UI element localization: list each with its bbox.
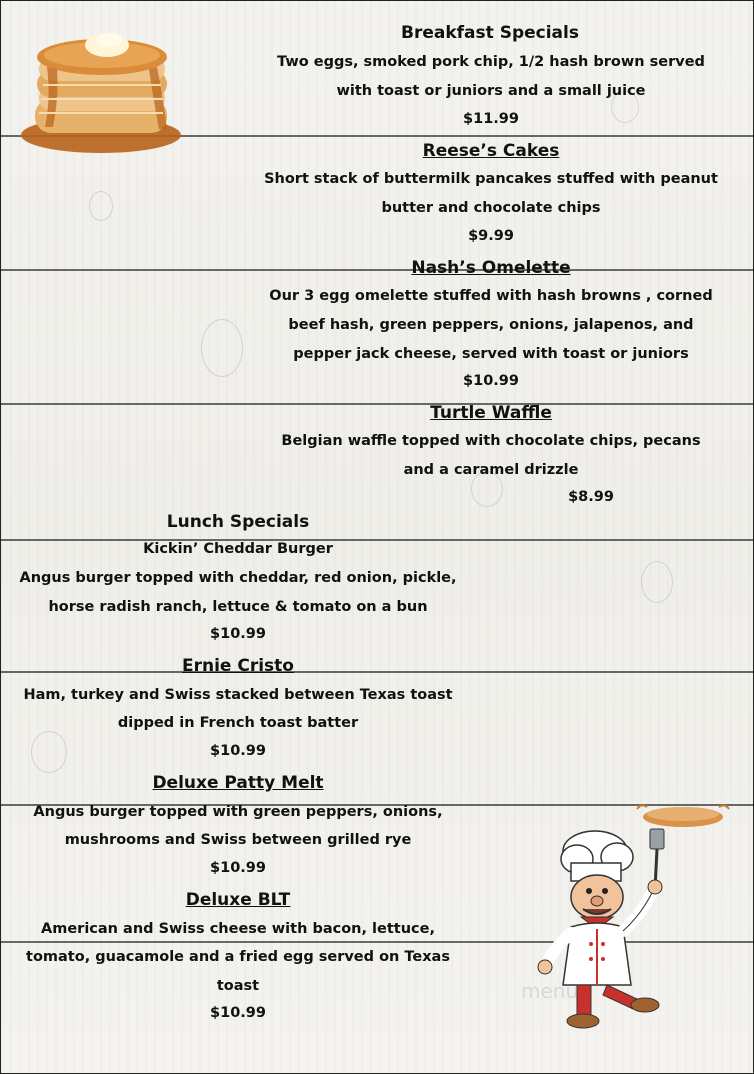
item-description-line: toast xyxy=(216,978,260,994)
breakfast-heading: Breakfast Specials xyxy=(401,23,579,43)
item-name-nashs-omelette: Nash’s Omelette xyxy=(411,258,571,278)
item-name-deluxe-patty-melt: Deluxe Patty Melt xyxy=(152,773,324,793)
watermark-text: menu xyxy=(521,979,579,1003)
item-description-line: Our 3 egg omelette stuffed with hash browns , corned xyxy=(269,288,713,304)
plank-divider xyxy=(1,269,753,271)
item-description-line: horse radish ranch, lettuce & tomato on a bun xyxy=(48,599,428,615)
breakfast-special-line-2: with toast or juniors and a small juice xyxy=(336,83,646,99)
item-name-reeses-cakes: Reese’s Cakes xyxy=(422,141,560,161)
item-description-line: Belgian waffle topped with chocolate chips, pecans xyxy=(281,433,701,449)
item-description-line: butter and chocolate chips xyxy=(381,200,601,216)
item-description-line: Short stack of buttermilk pancakes stuffed with peanut xyxy=(264,171,718,187)
pancake-stack-illustration xyxy=(17,27,185,161)
item-price: $8.99 xyxy=(568,489,614,505)
item-description-line: tomato, guacamole and a fried egg served on Texas xyxy=(26,949,450,965)
item-description-line: and a caramel drizzle xyxy=(403,462,579,478)
chef-illustration xyxy=(537,799,733,1039)
breakfast-special-line-1: Two eggs, smoked pork chip, 1/2 hash brown served xyxy=(277,54,705,70)
item-price: $10.99 xyxy=(210,626,266,642)
item-name-ernie-cristo: Ernie Cristo xyxy=(182,656,294,676)
plank-divider xyxy=(1,403,753,405)
item-price: $10.99 xyxy=(210,860,266,876)
item-price: $10.99 xyxy=(210,743,266,759)
item-description-line: Angus burger topped with green peppers, onions, xyxy=(33,804,443,820)
item-description-line: mushrooms and Swiss between grilled rye xyxy=(64,832,412,848)
item-name-turtle-waffle: Turtle Waffle xyxy=(430,403,552,423)
item-description-line: American and Swiss cheese with bacon, lettuce, xyxy=(41,921,435,937)
item-price: $10.99 xyxy=(210,1005,266,1021)
item-name-kickin-cheddar-burger: Kickin’ Cheddar Burger xyxy=(143,541,333,557)
lunch-heading: Lunch Specials xyxy=(166,512,310,532)
wood-knot xyxy=(89,191,113,221)
item-price: $10.99 xyxy=(463,373,519,389)
wood-knot xyxy=(641,561,673,603)
item-description-line: Ham, turkey and Swiss stacked between Texas toast xyxy=(23,687,453,703)
item-description-line: Angus burger topped with cheddar, red onion, pickle, xyxy=(19,570,457,586)
plank-divider xyxy=(1,671,753,673)
item-description-line: beef hash, green peppers, onions, jalapenos, and xyxy=(288,317,694,333)
item-description-line: dipped in French toast batter xyxy=(117,715,359,731)
item-name-deluxe-blt: Deluxe BLT xyxy=(185,890,291,910)
item-description-line: pepper jack cheese, served with toast or juniors xyxy=(293,346,689,362)
breakfast-special-price: $11.99 xyxy=(463,111,519,127)
item-price: $9.99 xyxy=(468,228,514,244)
